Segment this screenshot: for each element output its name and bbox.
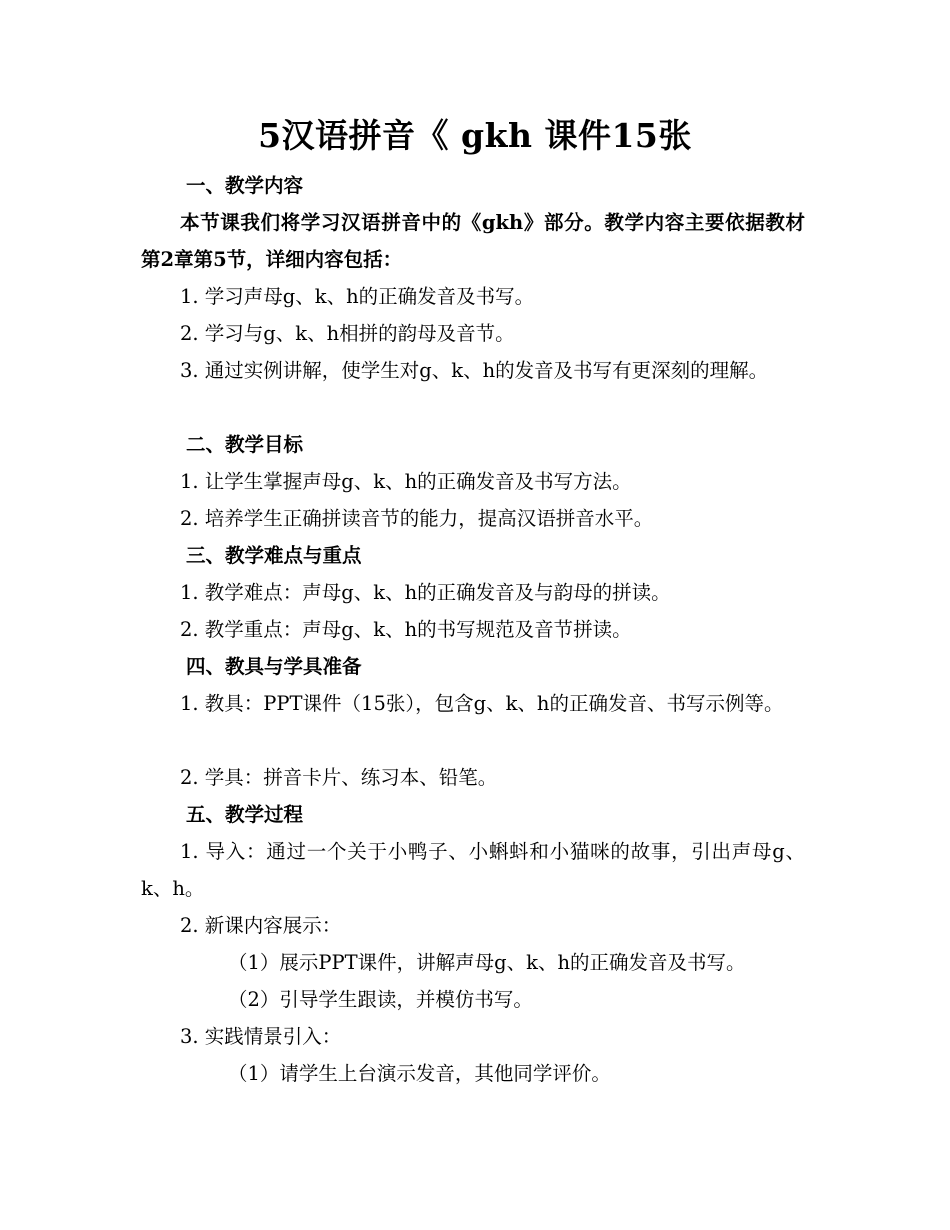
section-heading-key-points: 三、教学难点与重点 xyxy=(186,544,362,567)
process-item-3-sub-1: （1）请学生上台演示发音，其他同学评价。 xyxy=(228,1062,611,1085)
objective-item-1: 1. 让学生掌握声母g、k、h的正确发音及书写方法。 xyxy=(180,470,632,493)
content-intro: 本节课我们将学习汉语拼音中的《gkh》部分。教学内容主要依据教材第2章第5节，详细内容包括： xyxy=(141,211,805,271)
objective-item-2: 2. 培养学生正确拼读音节的能力，提高汉语拼音水平。 xyxy=(180,507,654,530)
section-heading-materials: 四、教具与学具准备 xyxy=(186,655,362,678)
section-heading-content: 一、教学内容 xyxy=(186,174,304,197)
process-item-3: 3. 实践情景引入： xyxy=(180,1025,342,1048)
content-item-3: 3. 通过实例讲解，使学生对g、k、h的发音及书写有更深刻的理解。 xyxy=(180,359,769,382)
materials-item-2: 2. 学具：拼音卡片、练习本、铅笔。 xyxy=(180,766,498,789)
process-item-2-sub-1: （1）展示PPT课件，讲解声母g、k、h的正确发音及书写。 xyxy=(228,951,746,974)
key-point-item-1: 1. 教学难点：声母g、k、h的正确发音及与韵母的拼读。 xyxy=(180,581,671,604)
key-point-item-2: 2. 教学重点：声母g、k、h的书写规范及音节拼读。 xyxy=(180,618,632,641)
process-item-1: 1. 导入：通过一个关于小鸭子、小蝌蚪和小猫咪的故事，引出声母g、k、h。 xyxy=(141,840,805,900)
section-heading-objectives: 二、教学目标 xyxy=(186,433,304,456)
process-item-2: 2. 新课内容展示： xyxy=(180,914,342,937)
document-title: 5汉语拼音《 gkh 课件15张 xyxy=(258,116,692,155)
content-item-1: 1. 学习声母g、k、h的正确发音及书写。 xyxy=(180,285,535,308)
materials-item-1: 1. 教具：PPT课件（15张），包含g、k、h的正确发音、书写示例等。 xyxy=(180,692,784,715)
process-item-2-sub-2: （2）引导学生跟读，并模仿书写。 xyxy=(228,988,533,1011)
content-item-2: 2. 学习与g、k、h相拼的韵母及音节。 xyxy=(180,322,515,345)
section-heading-process: 五、教学过程 xyxy=(186,803,304,826)
